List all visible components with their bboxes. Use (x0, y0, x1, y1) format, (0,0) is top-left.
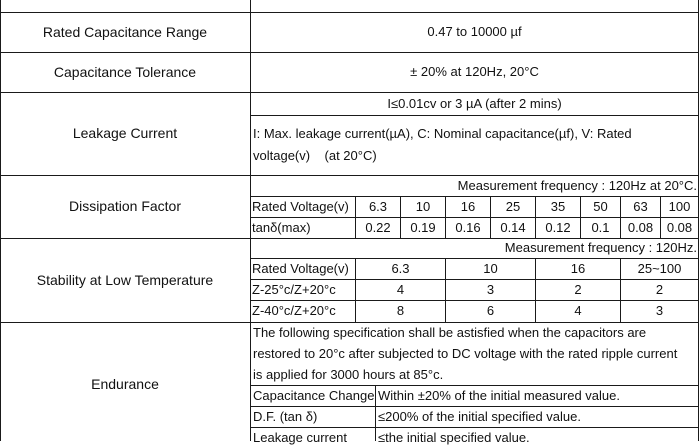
row-divider (0, 322, 699, 323)
stability-measurement-frequency: Measurement frequency : 120Hz. (504, 240, 697, 255)
endurance-spec: ≤200% of the initial specified value. (378, 409, 581, 424)
stability-z25-cell: 3 (486, 282, 495, 297)
stability-z40-cell: 3 (655, 303, 664, 318)
stability-voltage-cell: 16 (570, 261, 586, 276)
endurance-spec: Within ±20% of the initial measured value. (378, 388, 620, 403)
stability-z25-cell: 2 (574, 282, 582, 297)
dissipation-factor-label: Dissipation Factor (68, 198, 182, 214)
row-divider (0, 12, 699, 13)
stability-z25-cell: 2 (655, 282, 664, 297)
df-voltage-cell: 100 (668, 199, 691, 214)
df-voltage-cell: 16 (460, 199, 476, 214)
row-divider (250, 196, 699, 197)
row-divider (250, 115, 699, 116)
stability-voltage-cell: 25~100 (637, 261, 682, 276)
row-divider (0, 238, 699, 239)
df-tan-delta-cell: 0.12 (545, 220, 571, 235)
leakage-current-note-line2: voltage(v) (at 20°C) (253, 148, 377, 163)
endurance-intro-line2: restored to 20°c after subjected to DC voltage with the rated ripple current (253, 346, 678, 361)
df-tan-delta-cell: 0.08 (627, 220, 654, 235)
df-voltage-cell: 10 (415, 199, 431, 214)
row-divider (0, 175, 699, 176)
df-voltage-cell: 50 (593, 199, 608, 214)
df-tan-delta-cell: 0.1 (591, 220, 610, 235)
row-divider (250, 300, 699, 301)
df-tan-delta-cell: 0.19 (410, 220, 436, 235)
df-voltage-cell: 6.3 (368, 199, 388, 214)
dissipation-measurement-frequency: Measurement frequency : 120Hz at 20°C. (457, 178, 697, 193)
df-voltage-cell: 63 (633, 199, 648, 214)
leakage-current-label: Leakage Current (72, 125, 178, 141)
row-divider (250, 217, 699, 218)
stability-z25-cell: 4 (396, 282, 405, 297)
rated-capacitance-range-label: Rated Capacitance Range (42, 24, 208, 40)
cell-divider (375, 385, 376, 441)
leakage-current-note-line1: I: Max. leakage current(µA), C: Nominal capacitance(µf), V: Rated (253, 126, 632, 141)
leakage-current-formula: I≤0.01cv or 3 µA (after 2 mins) (387, 96, 562, 111)
row-divider (250, 427, 699, 428)
df-voltage-cell: 35 (550, 199, 566, 214)
capacitance-tolerance-label: Capacitance Tolerance (53, 64, 197, 80)
endurance-label: Endurance (91, 376, 159, 392)
df-tan-delta-cell: 0.14 (500, 220, 526, 235)
row-divider (250, 258, 699, 259)
stability-label: Stability at Low Temperature (36, 272, 214, 288)
row-divider (0, 52, 699, 53)
endurance-item: Leakage current (253, 430, 347, 445)
df-tan-delta-cell: 0.22 (365, 220, 391, 235)
endurance-item: Capacitance Change (253, 388, 375, 403)
stability-z40-cell: 6 (486, 303, 495, 318)
endurance-intro-line1: The following specification shall be astisfied when the capacitors are (253, 325, 647, 340)
capacitance-tolerance-value: ± 20% at 120Hz, 20°C (410, 64, 539, 79)
df-tan-delta-cell: 0.16 (455, 220, 481, 235)
stability-z25-header: Z-25°c/Z+20°c (252, 282, 336, 297)
endurance-item: D.F. (tan δ) (253, 409, 318, 424)
df-tan-delta-cell: 0.08 (666, 220, 693, 235)
stability-z40-cell: 8 (396, 303, 405, 318)
table-border-right (698, 0, 699, 441)
endurance-spec: ≤the initial specified value. (378, 430, 530, 445)
df-voltage-cell: 25 (505, 199, 521, 214)
stability-z40-cell: 4 (574, 303, 582, 318)
row-divider (250, 279, 699, 280)
stability-z40-header: Z-40°c/Z+20°c (252, 303, 336, 318)
row-divider (250, 406, 699, 407)
rated-capacitance-range-value: 0.47 to 10000 µf (427, 24, 522, 39)
df-tan-delta-header: tanδ(max) (252, 220, 311, 235)
stability-voltage-cell: 6.3 (391, 261, 410, 276)
endurance-intro-line3: is applied for 3000 hours at 85°c. (253, 367, 444, 382)
df-rated-voltage-header: Rated Voltage(v) (252, 199, 349, 214)
stability-rated-voltage-header: Rated Voltage(v) (252, 261, 349, 276)
row-divider (250, 385, 699, 386)
row-divider (0, 92, 699, 93)
stability-voltage-cell: 10 (483, 261, 498, 276)
